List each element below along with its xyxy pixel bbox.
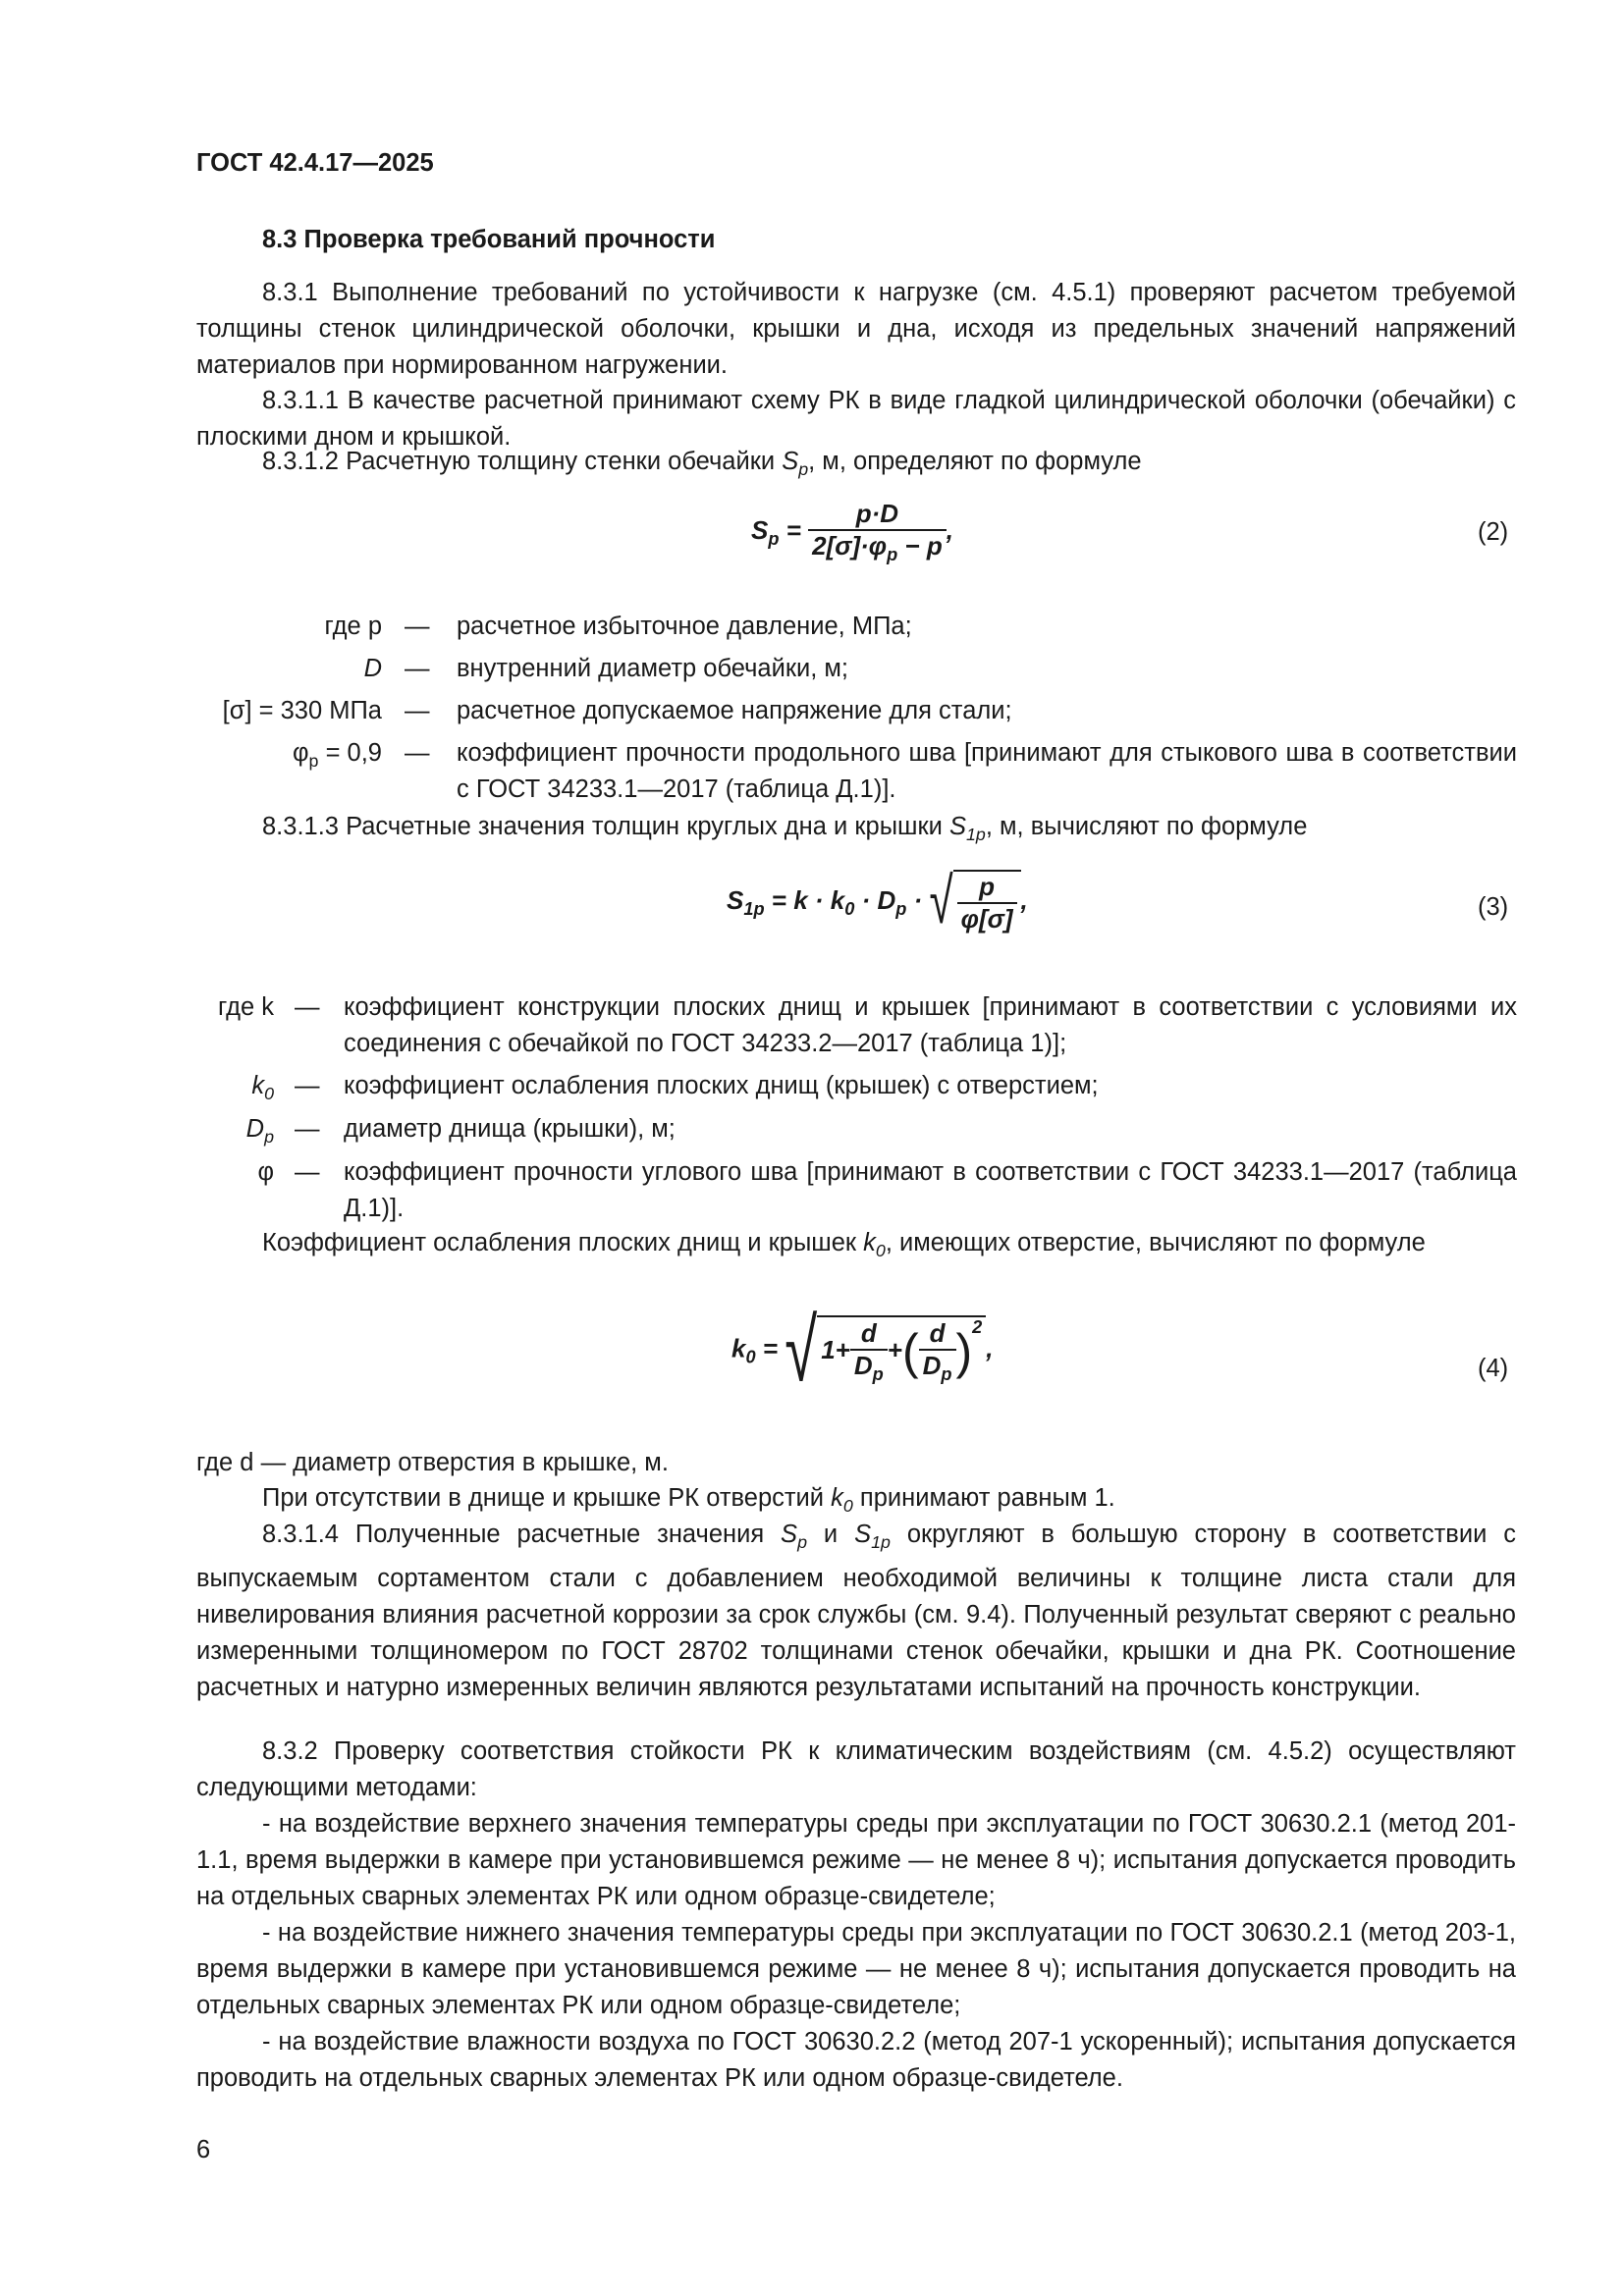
- formula-3: $S_{1p} = k \cdot k_0 \cdot D_p$ · √ $\frac{p}{\varphi[\sigma]}$ ,: [727, 865, 1028, 937]
- equation-number-4: (4): [1478, 1355, 1509, 1382]
- def-term: D: [363, 655, 382, 682]
- fraction: $\frac{p}{\varphi[\sigma]}$: [957, 872, 1017, 934]
- def-desc: внутренний диаметр обечайки, м;: [457, 655, 849, 682]
- def-term: $D_p$: [245, 1115, 274, 1147]
- paragraph-8-3-1-3: 8.3.1.3 Расчетные значения толщин круглых дна и крышки $S_{1p}$, м, вычисляют по формуле: [262, 813, 1308, 844]
- sqrt-icon: √: [929, 865, 953, 937]
- equation-number-2: (2): [1478, 518, 1509, 546]
- def-dash: —: [405, 655, 430, 682]
- def-desc: коэффициент ослабления плоских днищ (крышек) с отверстием;: [344, 1072, 1099, 1099]
- paragraph-8-3-1: 8.3.1 Выполнение требований по устойчивости к нагрузке (см. 4.5.1) проверяют расчетом требуемой толщины стенок цилиндрической оболочки, крышки и дна, исходя из предельных значений напряжений материалов при нормированном нагружении.: [196, 279, 1516, 379]
- paragraph-where-d: где d — диаметр отверстия в крышке, м.: [196, 1449, 669, 1476]
- def-dash: —: [295, 1158, 320, 1186]
- symbol-k0: $k_0$: [831, 1484, 853, 1516]
- def-term: [σ] = 330 МПа: [222, 697, 382, 724]
- def-term: $\varphi_p = 0,9$: [293, 739, 382, 771]
- paragraph-8-3-1-4: 8.3.1.4 Полученные расчетные значения $S_p$ и $S_{1p}$ округляют в большую сторону в соответствии с выпускаемым сортаментом стали с добавлением необходимой величины к толщине листа стали для нивелирования влияния расчетной коррозии за срок службы (см. 9.4). Полученный результат сверяют с реально измеренными толщиномером по ГОСТ 28702 толщинами стенок обечайки, крышки и дна РК. Соотношение расчетных и натурно измеренных величин являются результатами испытаний на прочность конструкции.: [196, 1521, 1516, 1701]
- formula-2: $S_p$ = $\frac{p\cdot D}{2[\sigma]\cdot\varphi_p - p}$ ,: [751, 499, 953, 564]
- def-term: где p: [324, 613, 382, 640]
- fraction: $\frac{d}{D_p}$: [919, 1318, 956, 1385]
- def-term: где k: [217, 993, 274, 1021]
- def-dash: —: [295, 1072, 320, 1099]
- section-title: 8.3 Проверка требований прочности: [262, 226, 716, 253]
- text: , м, определяют по формуле: [808, 448, 1142, 475]
- def-desc: коэффициент конструкции плоских днищ и крышек [принимают в соответствии с условиями их соединения с обечайкой по ГОСТ 34233.2—2017 (таблица 1)];: [344, 993, 1517, 1057]
- paragraph-k0: Коэффициент ослабления плоских днищ и крышек $k_0$, имеющих отверстие, вычисляют по формуле: [262, 1229, 1426, 1260]
- list-item-1: - на воздействие верхнего значения температуры среды при эксплуатации по ГОСТ 30630.2.1 (метод 201-1.1, время выдержки в камере при установившемся режиме — не менее 8 ч); испытания допускается проводить на отдельных сварных элементах РК или одном образце-свидетеле;: [196, 1810, 1516, 1910]
- text: 8.3.1.2 Расчетную толщину стенки обечайки: [262, 448, 783, 475]
- def-desc: расчетное допускаемое напряжение для стали;: [457, 697, 1012, 724]
- document-header: ГОСТ 42.4.17—2025: [196, 149, 434, 177]
- formula-4: $k_0$ = √ 1+ $\frac{d}{D_p}$ +( $\frac{d}{D_p}$ )$^2$,: [731, 1301, 994, 1400]
- symbol-sp: $S_p$: [781, 1521, 807, 1552]
- def-dash: —: [405, 697, 430, 724]
- def-desc: диаметр днища (крышки), м;: [344, 1115, 676, 1143]
- def-desc: коэффициент прочности углового шва [принимают в соответствии с ГОСТ 34233.1—2017 (таблица Д.1)].: [344, 1158, 1517, 1222]
- paragraph-8-3-2: 8.3.2 Проверку соответствия стойкости РК к климатическим воздействиям (см. 4.5.2) осуществляют следующими методами:: [196, 1737, 1516, 1801]
- fraction: $\frac{d}{D_p}$: [850, 1318, 888, 1385]
- def-dash: —: [405, 739, 430, 767]
- def-dash: —: [295, 1115, 320, 1143]
- equation-number-3: (3): [1478, 893, 1509, 921]
- def-term: $k_0$: [251, 1072, 274, 1103]
- symbol-sp: $S_p$: [782, 448, 809, 479]
- paragraph-8-3-1-2: [196, 444, 1516, 488]
- paragraph-8-3-1-1: 8.3.1.1 В качестве расчетной принимают схему РК в виде гладкой цилиндрической оболочки (обечайки) с плоскими дном и крышкой.: [196, 387, 1516, 451]
- def-term: φ: [257, 1158, 274, 1186]
- paragraph-absent: При отсутствии в днище и крышке РК отверстий $k_0$ принимают равным 1.: [262, 1484, 1115, 1516]
- fraction: $\frac{p\cdot D}{2[\sigma]\cdot\varphi_p - p}$: [808, 499, 947, 565]
- def-desc: расчетное избыточное давление, МПа;: [457, 613, 912, 640]
- list-item-3: - на воздействие влажности воздуха по ГОСТ 30630.2.2 (метод 207-1 ускоренный); испытания допускается проводить на отдельных сварных элементах РК или одном образце-свидетеле.: [196, 2028, 1516, 2092]
- def-dash: —: [405, 613, 430, 640]
- def-desc: коэффициент прочности продольного шва [принимают для стыкового шва в соответствии с ГОСТ 34233.1—2017 (таблица Д.1)].: [457, 739, 1517, 803]
- page-number: 6: [196, 2136, 211, 2163]
- sqrt-icon: √: [785, 1301, 818, 1400]
- list-item-2: - на воздействие нижнего значения температуры среды при эксплуатации по ГОСТ 30630.2.1 (метод 203-1, время выдержки в камере при установившемся режиме — не менее 8 ч); испытания допускается проводить на отдельных сварных элементах РК или одном образце-свидетеле;: [196, 1919, 1516, 2019]
- symbol-s1p: $S_{1p}$: [854, 1521, 891, 1552]
- symbol-k0: $k_0$: [863, 1229, 886, 1260]
- def-dash: —: [295, 993, 320, 1021]
- symbol-s1p: $S_{1p}$: [948, 813, 986, 844]
